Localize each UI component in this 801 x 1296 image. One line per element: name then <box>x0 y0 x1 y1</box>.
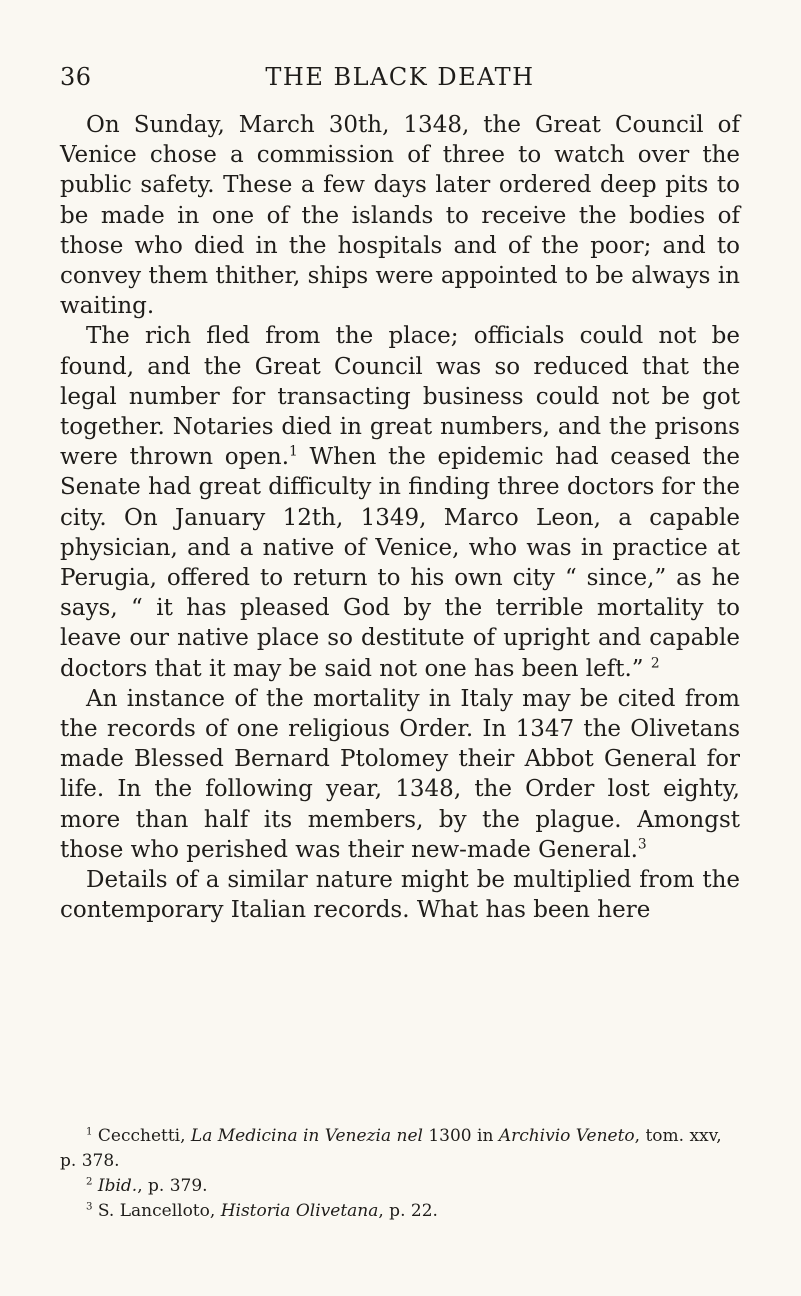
footnote-reference: 1 <box>289 443 298 460</box>
page-header <box>60 60 740 94</box>
footnotes <box>60 1124 740 1224</box>
footnote-text: , p. 379. <box>137 1176 208 1196</box>
footnote <box>60 1174 740 1199</box>
footnote <box>60 1124 740 1174</box>
paragraph-text: When the epidemic had ceased the Senate had great difficulty in finding three doctors for the city. On January 12th, 1349, Marco Leon, a capable physician, and a native of Venice, who was in practice at Perugia, offered to return to his own city “ since,” as he says, “ it has pleased God by the terrible mortality to leave our native place so destitute of upright and capable doctors that it may be said not one has been left.” <box>60 444 740 682</box>
footnote-text: , tom. xxv, p. 378. <box>60 1126 722 1171</box>
footnote-marker: 1 <box>86 1126 93 1138</box>
footnote-text: 1300 in <box>422 1126 499 1146</box>
footnote-marker: 2 <box>86 1176 93 1188</box>
paragraph-text: Details of a similar nature might be multiplied from the contemporary Italian records. What has been here <box>60 867 740 924</box>
running-title: THE BLACK DEATH <box>265 63 535 91</box>
footnote-text: Cecchetti, <box>92 1126 191 1146</box>
footnote-text: S. Lancelloto, <box>92 1201 221 1221</box>
paragraph-text: The rich fled from the place; officials could not be found, and the Great Council was so reduced that the legal number for transacting business could not be got together. Notaries died in great numbers, and the prisons were thrown open. <box>60 323 740 471</box>
footnote <box>60 1199 740 1224</box>
paragraph <box>60 321 740 683</box>
footnote-marker: 3 <box>86 1201 93 1213</box>
footnote-title: La Medicina in Venezia nel <box>190 1126 423 1146</box>
paragraph <box>60 110 740 321</box>
footnote-text: , p. 22. <box>378 1201 438 1221</box>
footnote-reference: 3 <box>637 836 647 853</box>
footnote-title: Historia Olivetana <box>220 1201 379 1221</box>
page-number: 36 <box>60 63 92 91</box>
paragraph <box>60 865 740 925</box>
paragraph <box>60 684 740 865</box>
paragraph-text: An instance of the mortality in Italy may be cited from the records of one religious Order. In 1347 the Olivetans made Blessed Bernard Ptolomey their Abbot General for life. In the following year, 1348, the Order lost eighty, more than half its members, by the plague. Amongst those who perished was their new-made General. <box>60 685 740 863</box>
footnote-title: Archivio Veneto <box>498 1126 635 1146</box>
footnote-reference: 2 <box>650 655 660 671</box>
paragraph-text: On Sunday, March 30th, 1348, the Great Council of Venice chose a commission of three to watch over the public safety. These a few days later ordered deep pits to be made in one of the islands to receive the bodies of those who died in the hospitals and of the poor; and to convey them thither, ships were appointed to be always in waiting. <box>60 112 740 320</box>
body-text <box>60 110 740 925</box>
footnote-title: Ibid. <box>97 1176 138 1196</box>
